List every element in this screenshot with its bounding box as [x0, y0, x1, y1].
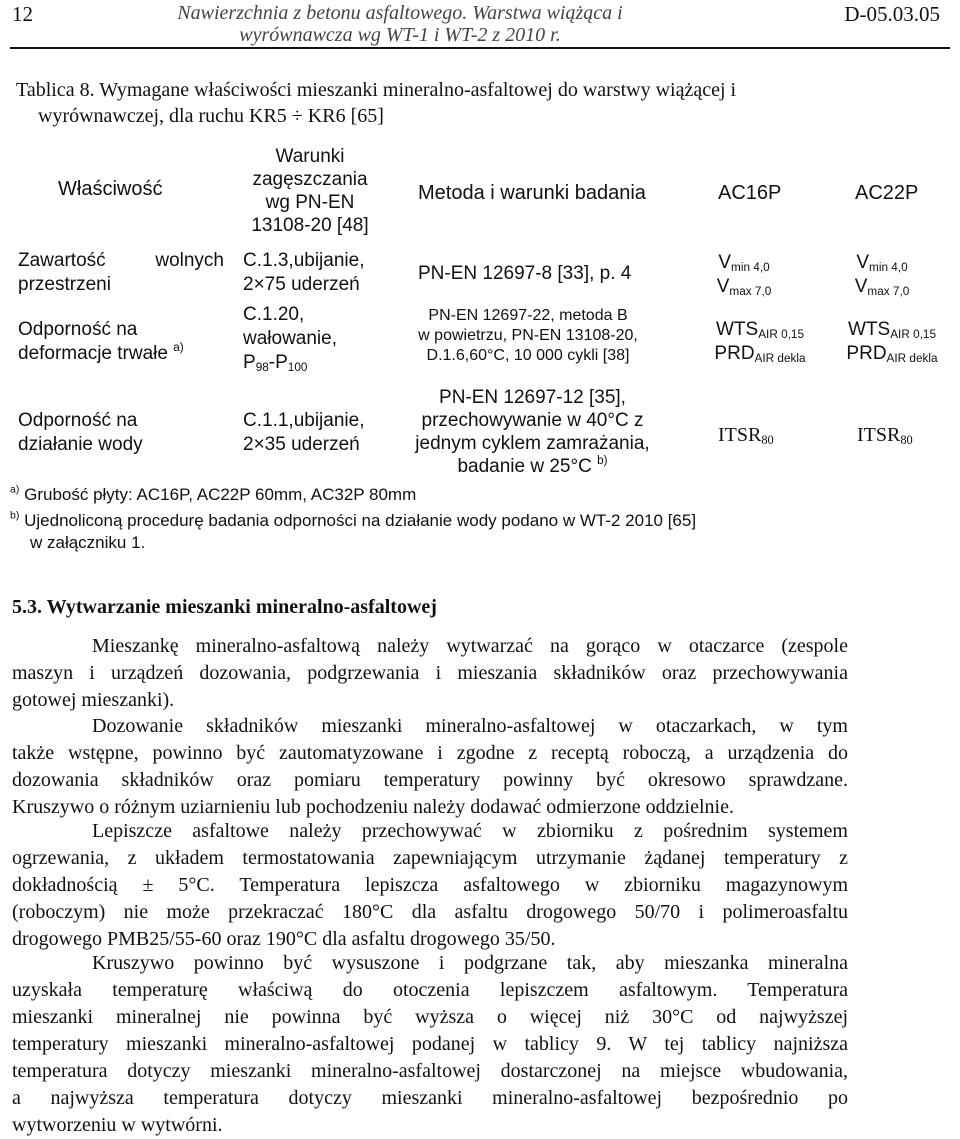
footnote-b-text-l1: Ujednoliconą procedurę badania odporności na działanie wody podano w WT-2 2010 [65] [24, 511, 697, 530]
table-caption [16, 77, 736, 129]
row3-ac22p-itsr-sub: 80 [900, 433, 913, 448]
header-conditions-l3: wg PN-EN [265, 192, 355, 213]
row1-property-l1b: wolnych [155, 250, 224, 271]
paragraph-4-line-4: temperatury mieszanki mineralno-asfaltowej podanej w tablicy 9. W tej tablicy najniższa [12, 1033, 848, 1055]
table-caption-line-2: wyrównawczej, dla ruchu KR5 ÷ KR6 [65] [38, 105, 384, 127]
row2-conditions-sub2: 100 [287, 360, 308, 374]
footnote-b-text-l2: w załączniku 1. [30, 533, 146, 552]
paragraph-1-line-1: Mieszankę mineralno-asfaltową należy wytwarzać na gorąco w otaczarce (zespole [92, 635, 848, 657]
row3-method-footnote: b) [597, 453, 608, 467]
row2-ac16p-prd-sub: AIR dekla [754, 351, 806, 365]
page-number: 12 [12, 2, 33, 26]
row2-ac22p-wts-sub: AIR 0,15 [890, 327, 936, 341]
row1-ac16p [684, 251, 804, 299]
paragraph-2 [12, 713, 848, 821]
paragraph-1-line-2: maszyn i urządzeń dozowania, podgrzewania i mieszania składników oraz przechowywania [12, 662, 848, 684]
paragraph-1 [12, 633, 848, 714]
paragraph-3-line-3: dokładnością ± 5°C. Temperatura lepiszcza asfaltowego w zbiorniku magazynowym [12, 874, 848, 896]
row1-property [18, 249, 224, 297]
row3-method-l3: jednym cyklem zamrażania, [415, 433, 650, 454]
row1-ac16p-v1: V [718, 252, 732, 273]
row1-ac16p-min: min 4,0 [731, 260, 770, 274]
paragraph-4-line-5: temperatura dotyczy mieszanki mineralno-asfaltowej dostarczonej na miejsce wbudowania, [12, 1060, 848, 1082]
footnote-b [10, 510, 850, 554]
document-title-line-2: wyrównawcza wg WT-1 i WT-2 z 2010 r. [239, 24, 561, 46]
paragraph-4-line-7: wytworzeniu w wytwórni. [12, 1114, 223, 1136]
row2-ac22p [822, 318, 960, 366]
paragraph-4 [12, 950, 848, 1139]
row1-property-l2: przestrzeni [18, 274, 111, 295]
table-caption-line-1: Tablica 8. Wymagane właściwości mieszanki mineralno-asfaltowej do warstwy wiążącej i [16, 79, 737, 101]
header-conditions-l1: Warunki [275, 146, 345, 167]
paragraph-4-line-6: a najwyższa temperatura dotyczy mieszanki mineralno-asfaltowej bezpośrednio po [12, 1087, 848, 1109]
row3-property-l2: działanie wody [18, 434, 143, 455]
paragraph-2-line-4: Kruszywo o różnym uziarnieniu lub pochodzeniu należy dodawać odmierzone oddzielnie. [12, 796, 734, 818]
row1-method: PN-EN 12697-8 [33], p. 4 [418, 263, 632, 284]
paragraph-2-line-1: Dozowanie składników mieszanki mineralno-asfaltowej w otaczarkach, w tym [92, 715, 848, 737]
row1-ac22p-v2: V [854, 276, 868, 297]
paragraph-4-line-3: mieszanki mineralnej nie powinna być wyższa o więcej niż 30°C od najwyższej [12, 1006, 848, 1028]
row2-conditions-dash: -P [268, 352, 288, 373]
header-property: Właściwość [58, 178, 163, 200]
row2-method [400, 306, 656, 366]
header-rule [10, 47, 950, 49]
document-code: D-05.03.05 [844, 2, 940, 26]
header-ac16p: AC16P [718, 182, 782, 204]
row2-property [18, 318, 184, 366]
row3-property-l1: Odporność na [18, 410, 138, 431]
paragraph-4-line-2: uzyskała temperaturę właściwą do otoczenia lepiszczem asfaltowym. Temperatura [12, 979, 848, 1001]
row3-conditions [243, 409, 364, 457]
header-conditions [236, 145, 384, 237]
row3-conditions-l1: C.1.1,ubijanie, [243, 410, 365, 431]
section-title: 5.3. Wytwarzanie mieszanki mineralno-asfaltowej [12, 596, 437, 618]
row3-conditions-l2: 2×35 uderzeń [243, 434, 360, 455]
row2-method-l3: D.1.6,60°C, 10 000 cykli [38] [426, 347, 630, 364]
footnote-a-text: Grubość płyty: AC16P, AC22P 60mm, AC32P 80mm [24, 485, 417, 504]
row1-ac22p-min: min 4,0 [869, 260, 908, 274]
row3-property [18, 409, 143, 457]
row2-conditions-l1: C.1.20, [243, 304, 305, 325]
paragraph-3-line-5: drogowego PMB25/55-60 oraz 190°C dla asfaltu drogowego 35/50. [12, 928, 556, 950]
row2-ac16p-wts: WTS [715, 319, 759, 340]
row3-method-l2: przechowywanie w 40°C z [421, 410, 644, 431]
document-title-line-1: Nawierzchnia z betonu asfaltowego. Warstwa wiążąca i [177, 2, 623, 24]
paragraph-3-line-1: Lepiszcze asfaltowe należy przechowywać w zbiorniku z pośrednim systemem [92, 820, 848, 842]
row3-method [395, 386, 670, 478]
row2-property-footnote: a) [173, 340, 184, 354]
row2-ac16p [690, 318, 830, 366]
row2-ac16p-prd: PRD [714, 343, 755, 364]
row1-property-l1a: Zawartość [18, 250, 106, 271]
row2-ac22p-prd-sub: AIR dekla [886, 351, 938, 365]
row1-ac16p-max: max 7,0 [729, 284, 772, 298]
paragraph-4-line-1: Kruszywo powinno być wysuszone i podgrzane tak, aby mieszanka mineralna [92, 952, 848, 974]
row1-ac16p-v2: V [716, 276, 730, 297]
row1-ac22p [822, 251, 942, 299]
footnote-a-mark: a) [10, 483, 20, 496]
row3-ac22p [857, 424, 913, 447]
row1-conditions-l2: 2×75 uderzeń [243, 274, 360, 295]
row1-conditions-l1: C.1.3,ubijanie, [243, 250, 365, 271]
document-title [120, 2, 680, 46]
row2-conditions-sub1: 98 [255, 360, 269, 374]
row2-method-l2: w powietrzu, PN-EN 13108-20, [418, 327, 638, 344]
page-header [0, 0, 960, 60]
row2-ac22p-prd: PRD [846, 343, 887, 364]
paragraph-3-line-2: ogrzewania, z układem termostatowania zapewniającym utrzymanie żądanej temperatury z [12, 847, 848, 869]
paragraph-3-line-4: (roboczym) nie może przekraczać 180°C dla asfaltu drogowego 50/70 i polimeroasfaltu [12, 901, 848, 923]
header-ac22p: AC22P [855, 182, 919, 204]
row3-ac22p-itsr: ITSR [857, 424, 901, 446]
footnote-a [10, 484, 416, 506]
row3-method-l4: badanie w 25°C [457, 456, 592, 477]
paragraph-2-line-2: także wstępne, powinno być zautomatyzowane i zgodne z receptą roboczą, a urządzenia do [12, 742, 848, 764]
header-conditions-l4: 13108-20 [48] [251, 215, 369, 236]
row2-conditions [243, 303, 337, 375]
row2-property-l1: Odporność na [18, 319, 138, 340]
row2-ac16p-wts-sub: AIR 0,15 [758, 327, 804, 341]
row3-method-l1: PN-EN 12697-12 [35], [439, 387, 626, 408]
row1-ac22p-v1: V [856, 252, 870, 273]
row2-ac22p-wts: WTS [847, 319, 891, 340]
row3-ac16p [718, 424, 774, 447]
row2-conditions-l2: wałowanie, [243, 328, 337, 349]
row3-ac16p-itsr-sub: 80 [761, 433, 774, 448]
row2-conditions-p: P [243, 352, 256, 373]
header-method: Metoda i warunki badania [418, 182, 646, 204]
header-conditions-l2: zagęszczania [252, 169, 368, 190]
row1-conditions [243, 249, 364, 297]
row1-ac22p-max: max 7,0 [867, 284, 910, 298]
row3-ac16p-itsr: ITSR [718, 424, 762, 446]
paragraph-3 [12, 818, 848, 953]
row2-method-l1: PN-EN 12697-22, metoda B [428, 307, 628, 324]
row2-property-l2: deformacje trwałe [18, 343, 168, 364]
footnote-b-mark: b) [10, 509, 20, 522]
paragraph-2-line-3: dozowania składników oraz pomiaru temperatury powinny być okresowo sprawdzane. [12, 769, 848, 791]
paragraph-1-line-3: gotowej mieszanki). [12, 689, 175, 711]
